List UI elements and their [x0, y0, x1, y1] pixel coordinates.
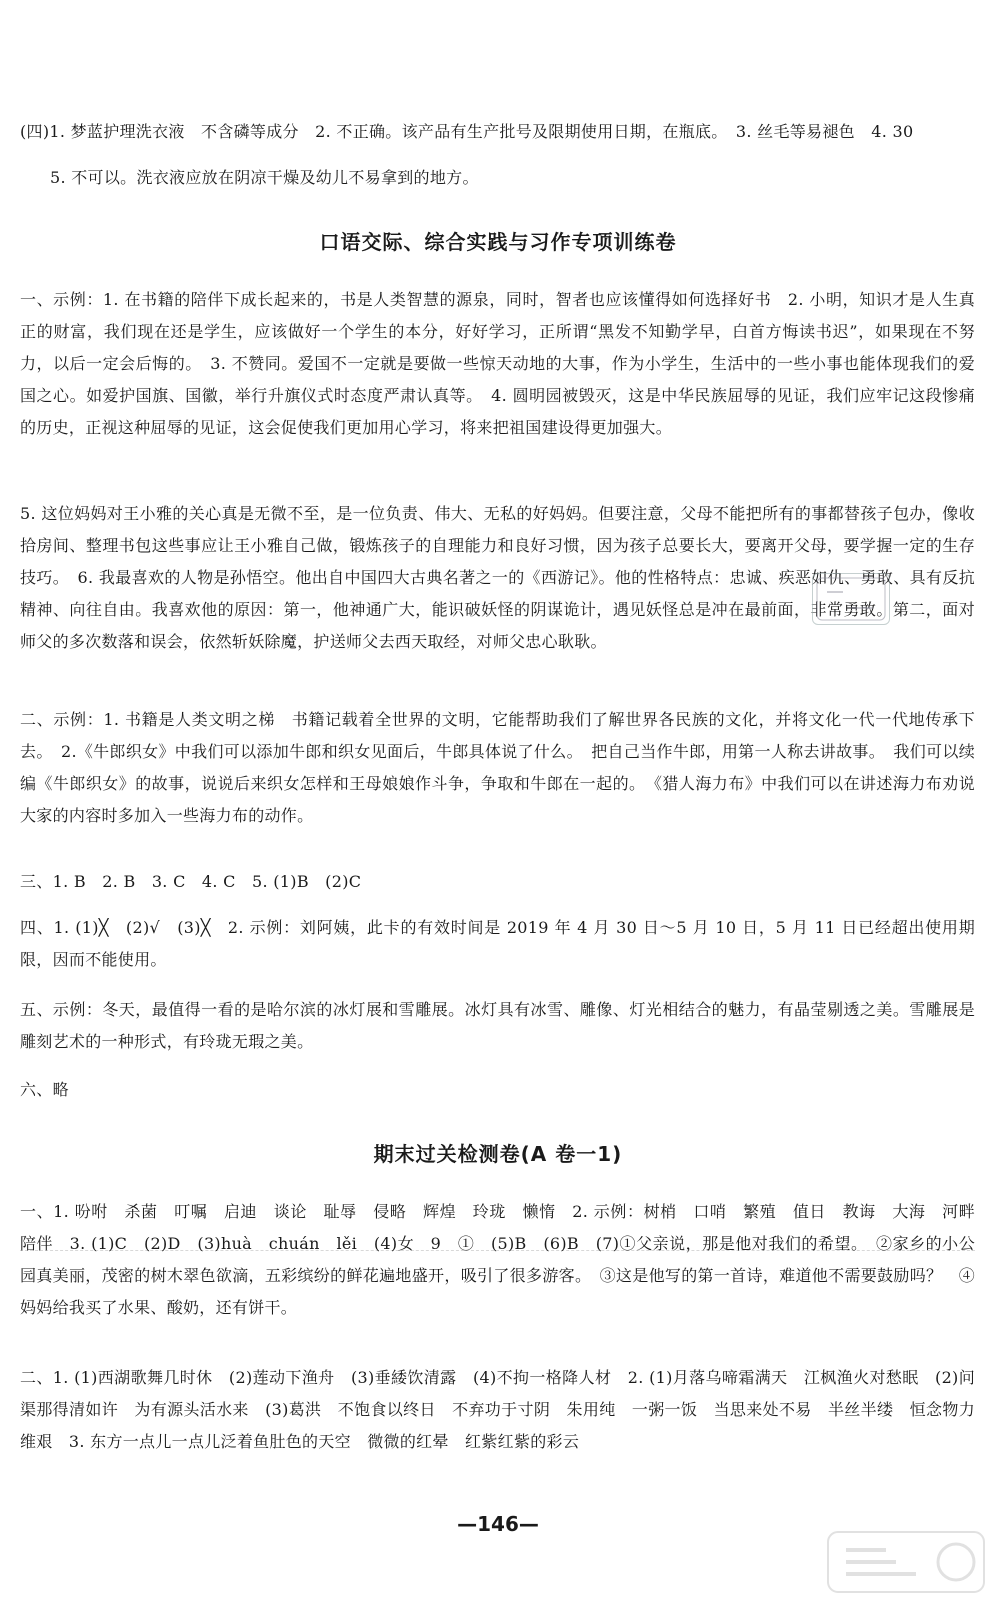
section1-part-1: 一、示例：1. 在书籍的陪伴下成长起来的，书是人类智慧的源泉，同时，智者也应该懂得如何选择好书 2. 小明，知识才是人生真正的财富，我们现在还是学生，应该做好一个学生的本分，好好学习，正所谓“黑发不知勤学早，白首方悔读书迟”，如果现在不努力，以后一定会后悔的。 3. 不赞同。爱国不一定就是要做一些惊天动地的大事，作为小学生，生活中的一些小事也能体现我们的爱国之心。如爱护国旗、国徽，举行升旗仪式时态度严肃认真等。 4. 圆明园被毁灭，这是中华民族屈辱的见证，我们应牢记这段惨痛的历史，正视这种屈辱的见证，这会促使我们更加用心学习，将来把祖国建设得更加强大。: [20, 290, 975, 437]
section2-part-1: 一、1. 吩咐 杀菌 叮嘱 启迪 谈论 耻辱 侵略 辉煌 玲珑 懒惰 2. 示例：树梢 口哨 繁殖 值日 教诲 大海 河畔 陪伴 3. (1)C (2)D (3)huà chuán lěi (4)女 9 ① (5)B (6)B (7)①父亲说，那是他对我们的希望。 ②家乡的小公园真美丽，茂密的树木翠色欲滴，五彩缤纷的鲜花遍地盛开，吸引了很多游客。 ③这是他写的第一首诗，难道他不需要鼓励吗？ ④妈妈给我买了水果、酸奶，还有饼干。: [20, 1202, 992, 1317]
section1-part-3: 三、1. B 2. B 3. C 4. C 5. (1)B (2)C: [20, 872, 362, 891]
watermark-logo-icon: [826, 1530, 986, 1594]
section-title-oral-practice: 口语交际、综合实践与习作专项训练卷: [319, 230, 677, 254]
section-title-final-exam: 期末过关检测卷(A 卷一1): [373, 1142, 623, 1166]
section1-part-2: 二、示例：1. 书籍是人类文明之梯 书籍记载着全世界的文明，它能帮助我们了解世界各民族的文化，并将文化一代一代地传承下去。 2.《牛郎织女》中我们可以添加牛郎和织女见面后，牛郎具体说了什么。 把自己当作牛郎，用第一人称去讲故事。 我们可以续编《牛郎织女》的故事，说说后来织女怎样和王母娘娘作斗争，争取和牛郎在一起的。 《猎人海力布》中我们可以在讲述海力布劝说大家的内容时多加入一些海力布的动作。: [20, 710, 975, 825]
section0-item-4: (四)1. 梦蓝护理洗衣液 不含磷等成分 2. 不正确。该产品有生产批号及限期使用日期，在瓶底。 3. 丝毛等易褪色 4. 30: [20, 122, 914, 141]
homework-stamp-icon: [812, 573, 890, 625]
section1-part-6: 六、略: [20, 1080, 69, 1099]
section1-part-5: 五、示例：冬天，最值得一看的是哈尔滨的冰灯展和雪雕展。冰灯具有冰雪、雕像、灯光相结合的魅力，有晶莹剔透之美。雪雕展是雕刻艺术的一种形式，有玲珑无瑕之美。: [20, 1000, 975, 1051]
section1-part-4: 四、1. (1)╳ (2)√ (3)╳ 2. 示例：刘阿姨，此卡的有效时间是 2019 年 4 月 30 日～5 月 10 日，5 月 11 日已经超出使用期限，因而不能使用。: [20, 918, 975, 969]
section1-part-1-cont: 5. 这位妈妈对王小雅的关心真是无微不至，是一位负责、伟大、无私的好妈妈。但要注意，父母不能把所有的事都替孩子包办，像收拾房间、整理书包这些事应让王小雅自己做，锻炼孩子的自理能力和良好习惯，因为孩子总要长大，要离开父母，要学握一定的生存技巧。 6. 我最喜欢的人物是孙悟空。他出自中国四大古典名著之一的《西游记》。他的性格特点：忠诚、疾恶如仇、勇敢、具有反抗精神、向往自由。我喜欢他的原因：第一，他神通广大，能识破妖怪的阴谋诡计，遇见妖怪总是冲在最前面，非常勇敢。第二，面对师父的多次数落和误会，依然斩妖除魔，护送师父去西天取经，对师父忠心耿耿。: [20, 504, 975, 651]
section0-item-5: 5. 不可以。洗衣液应放在阴凉干燥及幼儿不易拿到的地方。: [50, 168, 479, 187]
page-number: —146—: [457, 1512, 539, 1536]
section2-part-2: 二、1. (1)西湖歌舞几时休 (2)莲动下渔舟 (3)垂緌饮清露 (4)不拘一格降人材 2. (1)月落乌啼霜满天 江枫渔火对愁眠 (2)问渠那得清如许 为有源头活水来 (3)葛洪 不饱食以终日 不弃功于寸阴 朱用纯 一粥一饭 当思来处不易 半丝半缕 恒念物力维艰 3. 东方一点儿一点儿泛着鱼肚色的天空 微微的红晕 红紫红紫的彩云: [20, 1368, 975, 1451]
